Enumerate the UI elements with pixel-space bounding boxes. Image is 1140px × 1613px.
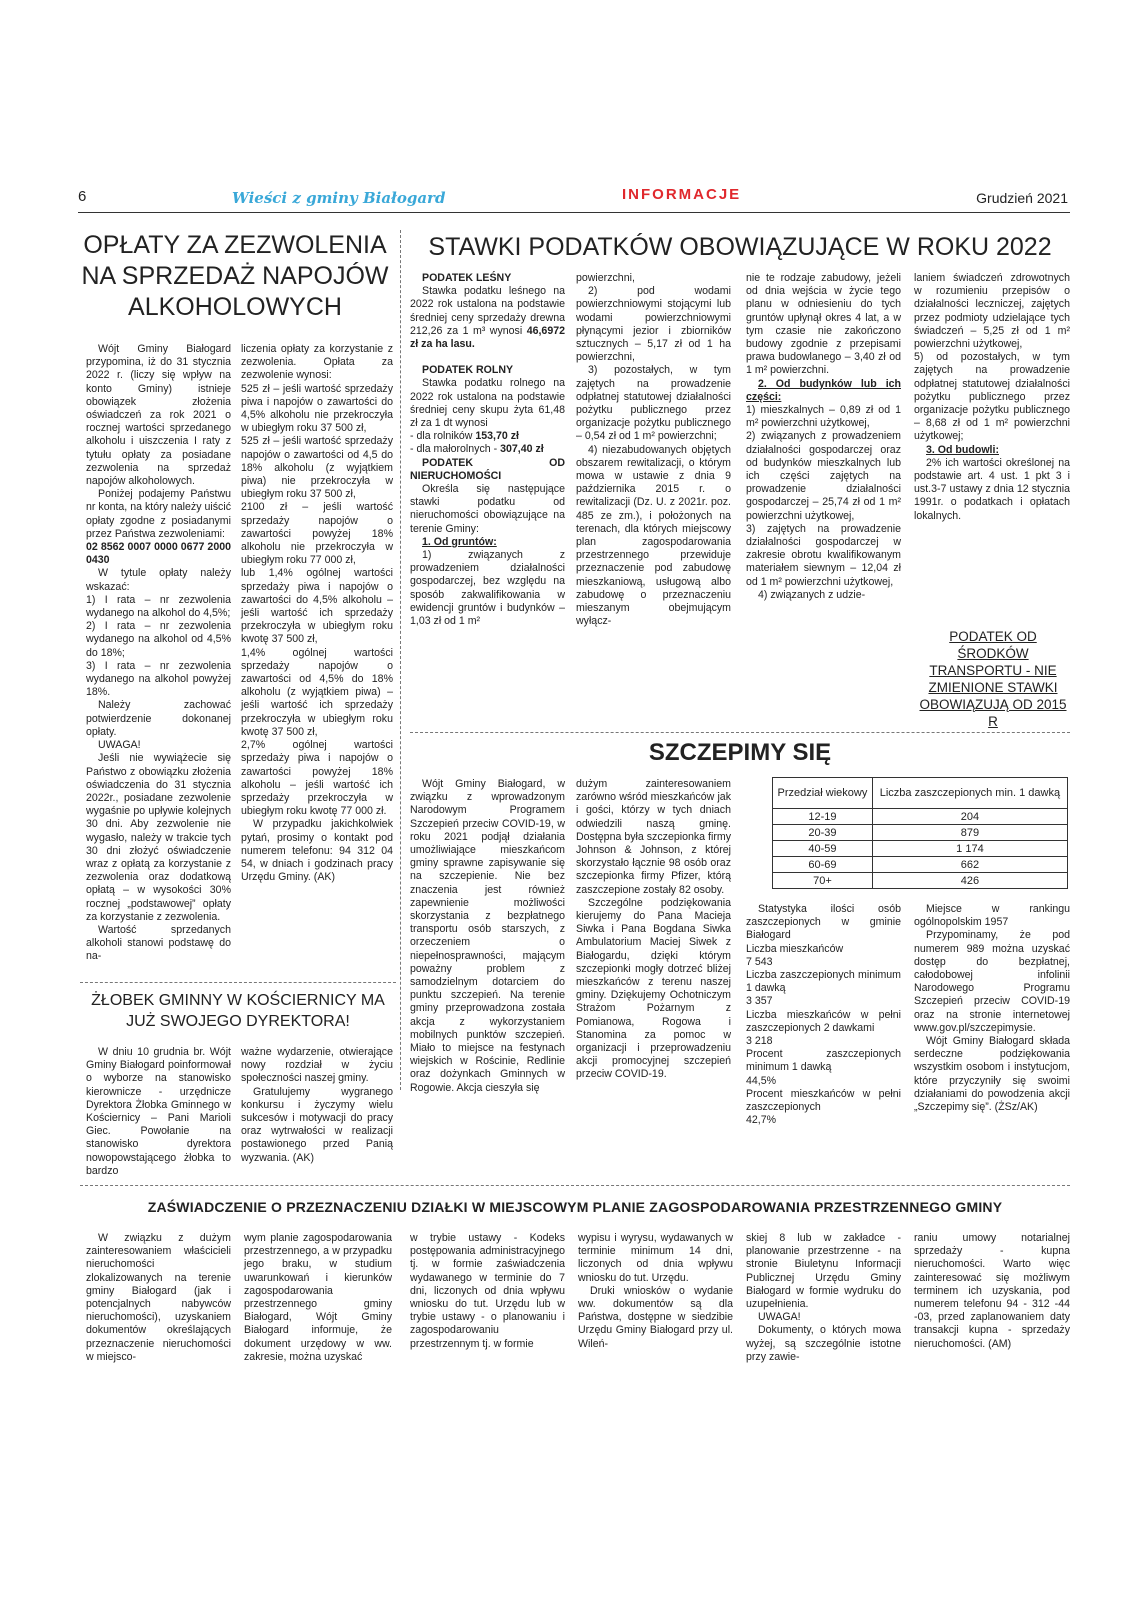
vaccine-article-title: SZCZEPIMY SIĘ — [648, 739, 832, 766]
land-heading: 1. Od gruntów: — [422, 535, 497, 548]
table-row: 20-39 879 — [773, 825, 1068, 841]
paragraph: dużym zainteresowaniem zarówno wśród mieszkańców jak i gości, którzy w tych dniach odwiedzili naszą gminę. Dostępna była szczepionka firmy Johnson & Johnson, z której skorzystało łącznie 98 osób oraz szczepionka firmy Pfizer, którą zaszczepione zostały 82 osoby. — [576, 778, 731, 896]
bank-account: 02 8562 0007 0000 0677 2000 0430 — [86, 541, 231, 567]
vaccine-col-2 — [576, 778, 731, 1082]
forest-tax-heading: PODATEK LEŚNY — [422, 272, 512, 284]
column-divider — [400, 230, 401, 1090]
plot-article-title: ZAŚWIADCZENIE O PRZEZNACZENIU DZIAŁKI W MIEJSCOWYM PLANIE ZAGOSPODAROWANIA PRZESTRZENNEGO GMINY — [147, 1199, 1003, 1215]
issue-date: Grudzień 2021 — [976, 190, 1068, 206]
paragraph: 2% ich wartości określonej na podstawie art. 4 ust. 1 pkt 3 i ust.3-7 ustawy z dnia 12 stycznia 1991r. o podatkach i opłatach lokalnych. — [914, 456, 1070, 522]
stat-value: 3 218 — [746, 1035, 773, 1048]
alcohol-col-1 — [86, 343, 231, 964]
paragraph: 1) związanych z prowadzeniem działalności gospodarczej, bez względu na sposób zakwalifikowania w ewidencji gruntów i budynków – 1,03 zł od 1 m² — [410, 549, 565, 628]
property-tax-heading: PODATEK OD NIERUCHOMOŚCI — [410, 456, 565, 482]
paragraph: Druki wniosków o wydanie ww. dokumentów są dla Państwa, dostępne w siedzibie Urzędu Gminy Białogard przy ul. Wileń- — [578, 1284, 733, 1350]
section-divider — [80, 982, 396, 983]
alcohol-col-2 — [241, 343, 393, 884]
paragraph: raniu umowy notarialnej sprzedaży - kupna nieruchomości. Warto więc zainteresować się możliwym terminem ich uzyskania, pod numerem telefonu 94 - 312 -44 -03, przed zaplanowaniem daty transakcji kupna - sprzedaży nieruchomości. (AM) — [914, 1232, 1070, 1350]
paragraph: Statystyka ilości osób zaszczepionych w gminie Białogard — [746, 903, 901, 942]
paragraph: 1) I rata – nr zezwolenia wydanego na alkohol do 4,5%; — [86, 593, 231, 620]
paragraph: Jeśli nie wywiążecie się Państwo z obowiązku złożenia oświadczenia do 31 stycznia 2022r., posiadane zezwolenie wygaśnie po upływie kolejnych 30 dni. Aby zezwolenie nie wygasło, należy w trakcie tych 30 dni złożyć oświadczenie wraz z opłatą za korzystanie z zezwolenia oraz dodatkową opłatą – w wysokości 30% rocznej „podstawowej” opłaty za korzystanie z zezwolenia. — [86, 752, 231, 923]
alcohol-article-title: OPŁATY ZA ZEZWOLENIA NA SPRZEDAŻ NAPOJÓW ALKOHOLOWYCH — [81, 231, 389, 321]
paragraph: Stawka podatku leśnego na 2022 rok ustalona na podstawie średniej ceny sprzedaży drewna 212,26 za 1 m³ wynosi 46,6972 zł za ha lasu. — [410, 285, 565, 351]
table-row: 40-59 1 174 — [773, 841, 1068, 857]
page-number: 6 — [78, 188, 87, 205]
table-header-count: Liczba zaszczepionych min. 1 dawką — [872, 778, 1067, 809]
plot-col-3 — [410, 1232, 565, 1351]
paragraph: 2,7% ogólnej wartości sprzedaży piwa i napojów o zawartości powyżej 18% alkoholu – jeśli wartość ich sprzedaży przekroczyła w ubiegłym roku kwotę 77 000 zł. — [241, 739, 393, 818]
nursery-article-title: ŻŁOBEK GMINNY W KOŚCIERNICY MA JUŻ SWOJEGO DYREKTORA! — [91, 992, 385, 1030]
paragraph: wypisu i wyrysu, wydawanych w terminie minimum 14 dni, liczonych od dnia wpływu wniosku do tut. Urzędu. — [578, 1232, 733, 1284]
paragraph: Miejsce w rankingu ogólnopolskim 1957 — [914, 903, 1070, 929]
plot-col-4 — [578, 1232, 733, 1351]
paragraph: Wartość sprzedanych alkoholi stanowi podstawę do na- — [86, 923, 231, 963]
paragraph: 525 zł – jeśli wartość sprzedaży napojów o zawartości od 4,5 do 18% alkoholu (z wyjątkiem piwa) nie przekroczyła w ubiegłym roku 37 500 zł, — [241, 435, 393, 501]
paragraph: 3) pozostałych, w tym zajętych na prowadzenie odpłatnej statutowej działalności pożytku publicznego przez organizacje pożytku publicznego – 0,54 zł od 1 m² powierzchni; — [576, 364, 731, 443]
paragraph: 4) związanych z udzie- — [758, 588, 866, 601]
paragraph: 2) I rata – nr zezwolenia wydanego na alkohol od 4,5% do 18%; — [86, 620, 231, 659]
paragraph: Poniżej podajemy Państwu nr konta, na który należy uiścić opłaty zgodne z posiadanymi przez Państwa zezwoleniami: — [86, 488, 231, 540]
buildings-heading: 2. Od budynków lub ich części: — [746, 377, 901, 403]
paragraph: - dla małorolnych - 307,40 zł — [410, 443, 544, 456]
nursery-col-2 — [241, 1046, 393, 1165]
taxes-col-1 — [410, 272, 565, 628]
farm-tax-heading: PODATEK ROLNY — [422, 364, 514, 377]
table-header-age: Przedział wiekowy — [773, 778, 873, 809]
paragraph: 2) związanych z prowadzeniem działalności gospodarczej oraz od budynków mieszkalnych lub ich części zajętych na prowadzenie działalności gospodarczej – 25,74 zł od 1 m² powierzchni użytkowej, — [746, 430, 901, 522]
paragraph: ważne wydarzenie, otwierające nowy rozdział w życiu społeczności naszej gminy. — [241, 1046, 393, 1085]
paragraph: W tytule opłaty należy wskazać: — [86, 567, 231, 593]
paragraph: nie te rodzaje zabudowy, jeżeli od dnia wejścia w życie tego planu w odniesieniu do tych gruntów upłynął okres 4 lat, a w tym czasie nie zakończono budowy zgodnie z przepisami prawa budowlanego – 3,40 zł od 1 m² powierzchni. — [746, 272, 901, 377]
paragraph: 3) I rata – nr zezwolenia wydanego na alkohol powyżej 18%. — [86, 659, 231, 699]
paragraph: Dokumenty, o których mowa wyżej, są szczególnie istotne przy zawie- — [746, 1324, 901, 1363]
paragraph: skiej 8 lub w zakładce - planowanie przestrzenne - na stronie Biuletynu Informacji Publicznej Urzędu Gminy Białogard w formie wydruku do uzupełnienia. — [746, 1232, 901, 1311]
stat-label: Liczba zaszczepionych minimum 1 dawką — [746, 969, 901, 995]
paragraph: 4) niezabudowanych objętych obszarem rewitalizacji, o którym mowa w ustawie z dnia 9 października 2015 r. o rewitalizacji (Dz. U. z 2021r. poz. 485 ze zm.), i położonych na terenach, dla których miejscowy plan zagospodarowania przestrzennego przewiduje przeznaczenie pod zabudowę mieszkaniową, usługową albo zabudowę o przeznaczeniu mieszanym obejmującym wyłącz- — [576, 443, 731, 628]
structures-heading: 3. Od budowli: — [926, 443, 999, 456]
paragraph: 1) mieszkalnych – 0,89 zł od 1 m² powierzchni użytkowej, — [746, 404, 901, 430]
vaccine-stats — [746, 903, 901, 1127]
paragraph: Należy zachować potwierdzenie dokonanej opłaty. — [86, 699, 231, 738]
paragraph: powierzchni, — [576, 272, 635, 284]
paragraph: Wójt Gminy Białogard przypomina, iż do 31 stycznia 2022 r. (liczy się wpływ na konto Gminy) istnieje obowiązek złożenia oświadczeń za rok 2021 o rocznej wartości sprzedanego alkoholu i uiszczenia I raty z tytułu opłaty za posiadane zezwolenia na sprzedaż napojów alkoholowych. — [86, 343, 231, 488]
paragraph: Wójt Gminy Białogard, w związku z wprowadzonym Narodowym Programem Szczepień przeciw COVID-19, w roku 2021 podjął działania umożliwiające mieszkańcom gminy sprawne zapisywanie się na szczepienie. Nie bez znaczenia jest również zapewnienie możliwości skorzystania z bezpłatnego transportu osób starszych, z orzeczeniem o niepełnosprawności, mającym poważny problem z samodzielnym dotarciem do punktu szczepień. Na terenie gminy przeprowadzona została akcja z wykorzystaniem mobilnych punktów szczepień. Miało to miejsce na festynach wiejskich w Rościnie, Redlinie oraz dożynkach Gminnych w Rogowie. Akcja cieszyła się — [410, 778, 565, 1094]
table-row: 12-19 204 — [773, 809, 1068, 825]
paragraph: 525 zł – jeśli wartość sprzedaży piwa i napojów o zawartości do 4,5% alkoholu nie przekroczyła w ubiegłym roku 37 500 zł, — [241, 382, 393, 435]
paragraph: 2100 zł – jeśli wartość sprzedaży napojów o zawartości powyżej 18% alkoholu nie przekroczyła w ubiegłym roku 77 000 zł, — [241, 501, 393, 567]
stat-label: Procent zaszczepionych minimum 1 dawką — [746, 1048, 901, 1074]
stat-label: Procent mieszkańców w pełni zaszczepionych — [746, 1087, 901, 1114]
stat-value: 44,5% — [746, 1074, 777, 1087]
stat-value: 3 357 — [746, 995, 773, 1008]
taxes-article-title: STAWKI PODATKÓW OBOWIĄZUJĄCE W ROKU 2022 — [428, 233, 1052, 261]
plot-col-1 — [86, 1232, 231, 1364]
stat-label: Liczba mieszkańców w pełni zaszczepionych 2 dawkami — [746, 1008, 901, 1034]
paragraph: Przypominamy, że pod numerem 989 można uzyskać dostęp do bezpłatnej, całodobowej infolinii Narodowego Programu Szczepień przeciw COVID-19 oraz na stronie internetowej www.gov.pl/szczepimysie. — [914, 929, 1070, 1034]
paragraph: 5) od pozostałych, w tym zajętych na prowadzenie odpłatnej statutowej działalności pożytku publicznego przez organizacje pożytku publicznego – 8,68 zł od 1 m² powierzchni użytkowej; — [914, 351, 1070, 443]
paragraph: Określa się następujące stawki podatku od nieruchomości obowiązujące na terenie Gminy: — [410, 483, 565, 535]
paragraph: 3) zajętych na prowadzenie działalności gospodarczej w zakresie obrotu kwalifikowanym materiałem siewnym – 12,04 zł od 1 m² powierzchni użytkowej, — [746, 522, 901, 588]
stat-value: 42,7% — [746, 1114, 777, 1127]
section-name: INFORMACJE — [622, 186, 742, 203]
stat-label: Liczba mieszkańców — [746, 942, 844, 955]
paragraph: - dla rolników 153,70 zł — [410, 430, 519, 443]
vaccination-table — [772, 777, 1068, 889]
paragraph: 2) pod wodami powierzchniowymi stojącymi lub wodami powierzchniowymi płynącymi jezior i zbiorników sztucznych – 5,17 zł od 1 ha powierzchni, — [576, 285, 731, 364]
plot-col-2 — [244, 1232, 392, 1364]
paragraph: wym planie zagospodarowania przestrzennego, a w przypadku jego braku, w studium uwarunkowań i kierunków zagospodarowania przestrzennego gminy Białogard, Wójt Gminy Białogard informuje, że dokument urzędowy w ww. zakresie, można uzyskać — [244, 1232, 392, 1363]
paragraph: laniem świadczeń zdrowotnych w rozumieniu przepisów o działalności leczniczej, zajętych przez podmioty udzielające tych świadczeń – 5,25 zł od 1 m² powierzchni użytkowej, — [914, 272, 1070, 351]
paragraph: UWAGA! — [98, 739, 141, 752]
table-row: 60-69 662 — [773, 857, 1068, 873]
taxes-col-2 — [576, 272, 731, 628]
taxes-col-3 — [746, 272, 901, 602]
paragraph: w trybie ustawy - Kodeks postępowania administracyjnego tj. w formie zaświadczenia wydawanego w terminie do 7 dni, liczonych od dnia wpływu wniosku do tut. Urzędu lub w trybie ustawy - o planowaniu i zagospodarowaniu przestrzennym tj. w formie — [410, 1232, 565, 1350]
table-row: 70+ 426 — [773, 873, 1068, 889]
plot-col-6 — [914, 1232, 1070, 1351]
transport-tax-note: PODATEK OD ŚRODKÓW TRANSPORTU - NIE ZMIENIONE STAWKI OBOWIĄZUJĄ OD 2015 R — [919, 629, 1067, 729]
paragraph: Wójt Gminy Białogard składa serdeczne podziękowania wszystkim osobom i instytucjom, które przyczyniły się swoimi działaniami do powodzenia akcji „Szczepimy się”. (ŻSz/AK) — [914, 1035, 1070, 1114]
paragraph: W związku z dużym zainteresowaniem właścicieli nieruchomości zlokalizowanych na terenie gminy Białogard (jak i potencjalnych nabywców nieruchomości), uzyskaniem dokumentów określających przeznaczenie nieruchomości w miejsco- — [86, 1232, 231, 1363]
paragraph: W przypadku jakichkolwiek pytań, prosimy o kontakt pod numerem telefonu: 94 312 04 54, w dniach i godzinach pracy Urzędu Gminy. (AK) — [241, 818, 393, 884]
section-divider — [410, 732, 1070, 733]
header-rule — [78, 212, 1070, 213]
plot-col-5 — [746, 1232, 901, 1364]
paragraph: W dniu 10 grudnia br. Wójt Gminy Białogard poinformował o wyborze na stanowisko kierownicze - urzędnicze Dyrektora Żłobka Gminnego w Kościernicy – Pani Marioli Giec. Powołanie na stanowisko dyrektora nowopowstającego żłobka to bardzo — [86, 1046, 231, 1177]
taxes-col-4 — [914, 272, 1070, 523]
paragraph: lub 1,4% ogólnej wartości sprzedaży piwa i napojów o zawartości do 4,5% alkoholu – jeśli wartość ich sprzedaży przekroczyła w ubiegłym roku kwotę 37 500 zł, — [241, 567, 393, 646]
vaccine-col-1 — [410, 778, 565, 1095]
paragraph: liczenia opłaty za korzystanie z zezwolenia. Opłata za zezwolenie wynosi: — [241, 343, 393, 382]
stat-value: 7 543 — [746, 955, 773, 968]
paragraph: UWAGA! — [758, 1311, 801, 1324]
paragraph: 1,4% ogólnej wartości sprzedaży napojów o zawartości od 4,5% do 18% alkoholu (z wyjątkiem piwa) – jeśli wartość ich sprzedaży przekroczyła w ubiegłym roku kwotę 37 500 zł, — [241, 646, 393, 738]
section-divider — [80, 1185, 1070, 1186]
paragraph: Gratulujemy wygranego konkursu i życzymy wielu sukcesów i motywacji do pracy oraz wytrwałości w realizacji postawionego przed Panią wyzwania. (AK) — [241, 1085, 393, 1164]
paragraph: Stawka podatku rolnego na 2022 rok ustalona na podstawie średniej ceny skupu żyta 61,48 zł za 1 dt wynosi — [410, 377, 565, 430]
publication-name: Wieści z gminy Białogard — [232, 189, 446, 207]
vaccine-col-4 — [914, 903, 1070, 1114]
nursery-col-1 — [86, 1046, 231, 1178]
paragraph: Szczególne podziękowania kierujemy do Pana Macieja Siwka i Pana Bogdana Siwka Ambulatorium Maciej Siwek z Białogardu, dzięki którym szczepionki mogły dotrzeć bliżej mieszkańców z terenu naszej gminy. Dziękujemy Ochotniczym Strażom Pożarnym z Pomianowa, Rogowa i Stanomina za pomoc w organizacji i przeprowadzeniu akcji promocyjnej szczepień przeciw COVID-19. — [576, 896, 731, 1081]
